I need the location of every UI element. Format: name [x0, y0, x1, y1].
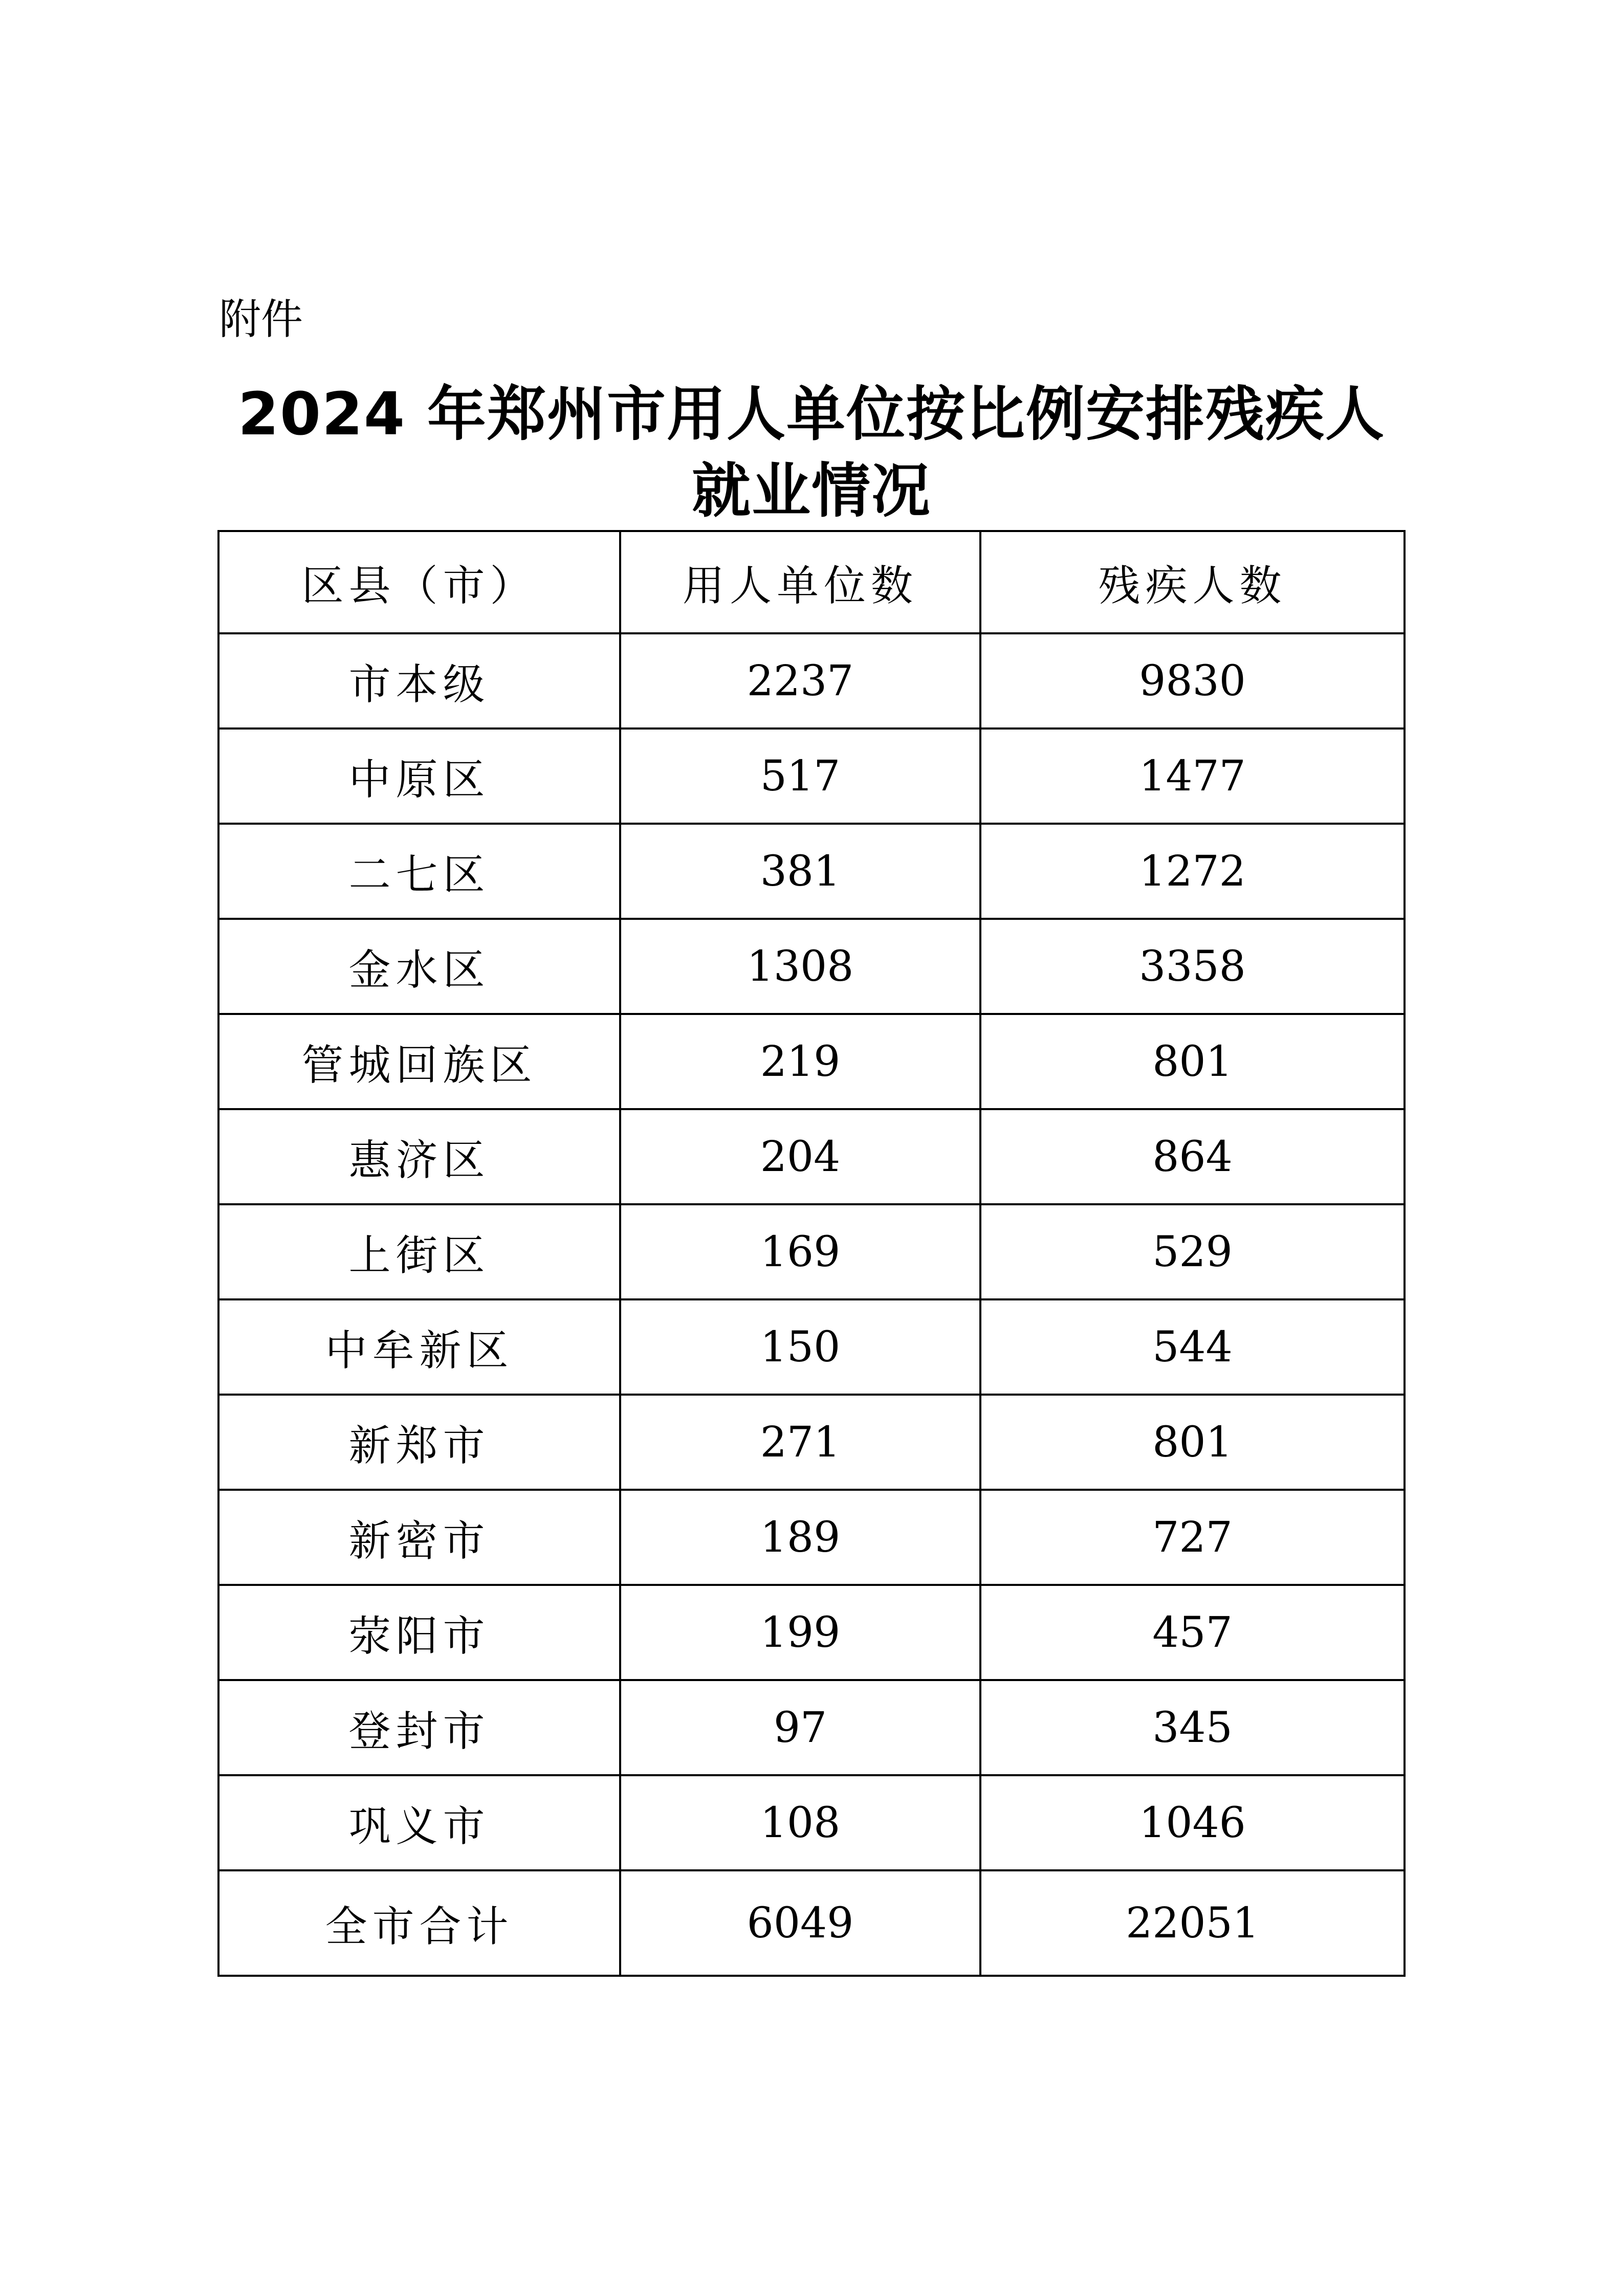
- employers-cell: 108: [620, 1775, 980, 1870]
- employers-cell: 204: [620, 1109, 980, 1204]
- table-row: [218, 1109, 1405, 1204]
- region-cell: 登封市: [218, 1680, 620, 1775]
- region-cell: 二七区: [218, 824, 620, 919]
- document-title: [219, 376, 1404, 529]
- attachment-label: 附件: [219, 295, 303, 344]
- disabled-employed-cell: 544: [980, 1299, 1405, 1395]
- table-row: [218, 1014, 1405, 1109]
- table-row: [218, 824, 1405, 919]
- employers-cell: 1308: [620, 919, 980, 1014]
- table-row: [218, 919, 1405, 1014]
- document-title-line-1: 2024 年郑州市用人单位按比例安排残疾人: [237, 380, 1386, 449]
- region-cell: 中牟新区: [218, 1299, 620, 1395]
- disabled-employed-cell: 727: [980, 1490, 1405, 1585]
- total-label-cell: 全市合计: [218, 1870, 620, 1976]
- table-header-row: [218, 531, 1405, 633]
- region-cell: 荥阳市: [218, 1585, 620, 1680]
- table-row: [218, 633, 1405, 728]
- total-employers-cell: 6049: [620, 1870, 980, 1976]
- disabled-employed-cell: 1477: [980, 728, 1405, 824]
- employment-table: [217, 530, 1406, 1977]
- employers-cell: 2237: [620, 633, 980, 728]
- header-disabled-employed: 残疾人数: [980, 531, 1405, 633]
- disabled-employed-cell: 1046: [980, 1775, 1405, 1870]
- disabled-employed-cell: 801: [980, 1395, 1405, 1490]
- employers-cell: 219: [620, 1014, 980, 1109]
- employers-cell: 271: [620, 1395, 980, 1490]
- employers-cell: 189: [620, 1490, 980, 1585]
- disabled-employed-cell: 864: [980, 1109, 1405, 1204]
- employers-cell: 97: [620, 1680, 980, 1775]
- table-row: [218, 1299, 1405, 1395]
- table-row: [218, 1395, 1405, 1490]
- region-cell: 中原区: [218, 728, 620, 824]
- table-row: [218, 1204, 1405, 1299]
- disabled-employed-cell: 345: [980, 1680, 1405, 1775]
- employers-cell: 199: [620, 1585, 980, 1680]
- disabled-employed-cell: 529: [980, 1204, 1405, 1299]
- header-employers: 用人单位数: [620, 531, 980, 633]
- region-cell: 惠济区: [218, 1109, 620, 1204]
- employers-cell: 150: [620, 1299, 980, 1395]
- region-cell: 新密市: [218, 1490, 620, 1585]
- table-row: [218, 1490, 1405, 1585]
- total-disabled-employed-cell: 22051: [980, 1870, 1405, 1976]
- table-row: [218, 1680, 1405, 1775]
- table-row: [218, 1585, 1405, 1680]
- employers-cell: 169: [620, 1204, 980, 1299]
- employers-cell: 381: [620, 824, 980, 919]
- header-region: 区县（市）: [218, 531, 620, 633]
- region-cell: 管城回族区: [218, 1014, 620, 1109]
- disabled-employed-cell: 3358: [980, 919, 1405, 1014]
- total-row: [218, 1870, 1405, 1976]
- region-cell: 金水区: [218, 919, 620, 1014]
- region-cell: 上街区: [218, 1204, 620, 1299]
- region-cell: 巩义市: [218, 1775, 620, 1870]
- employers-cell: 517: [620, 728, 980, 824]
- disabled-employed-cell: 9830: [980, 633, 1405, 728]
- region-cell: 新郑市: [218, 1395, 620, 1490]
- disabled-employed-cell: 1272: [980, 824, 1405, 919]
- table-row: [218, 1775, 1405, 1870]
- disabled-employed-cell: 801: [980, 1014, 1405, 1109]
- table-row: [218, 728, 1405, 824]
- document-title-line-2: 就业情况: [691, 457, 931, 525]
- disabled-employed-cell: 457: [980, 1585, 1405, 1680]
- region-cell: 市本级: [218, 633, 620, 728]
